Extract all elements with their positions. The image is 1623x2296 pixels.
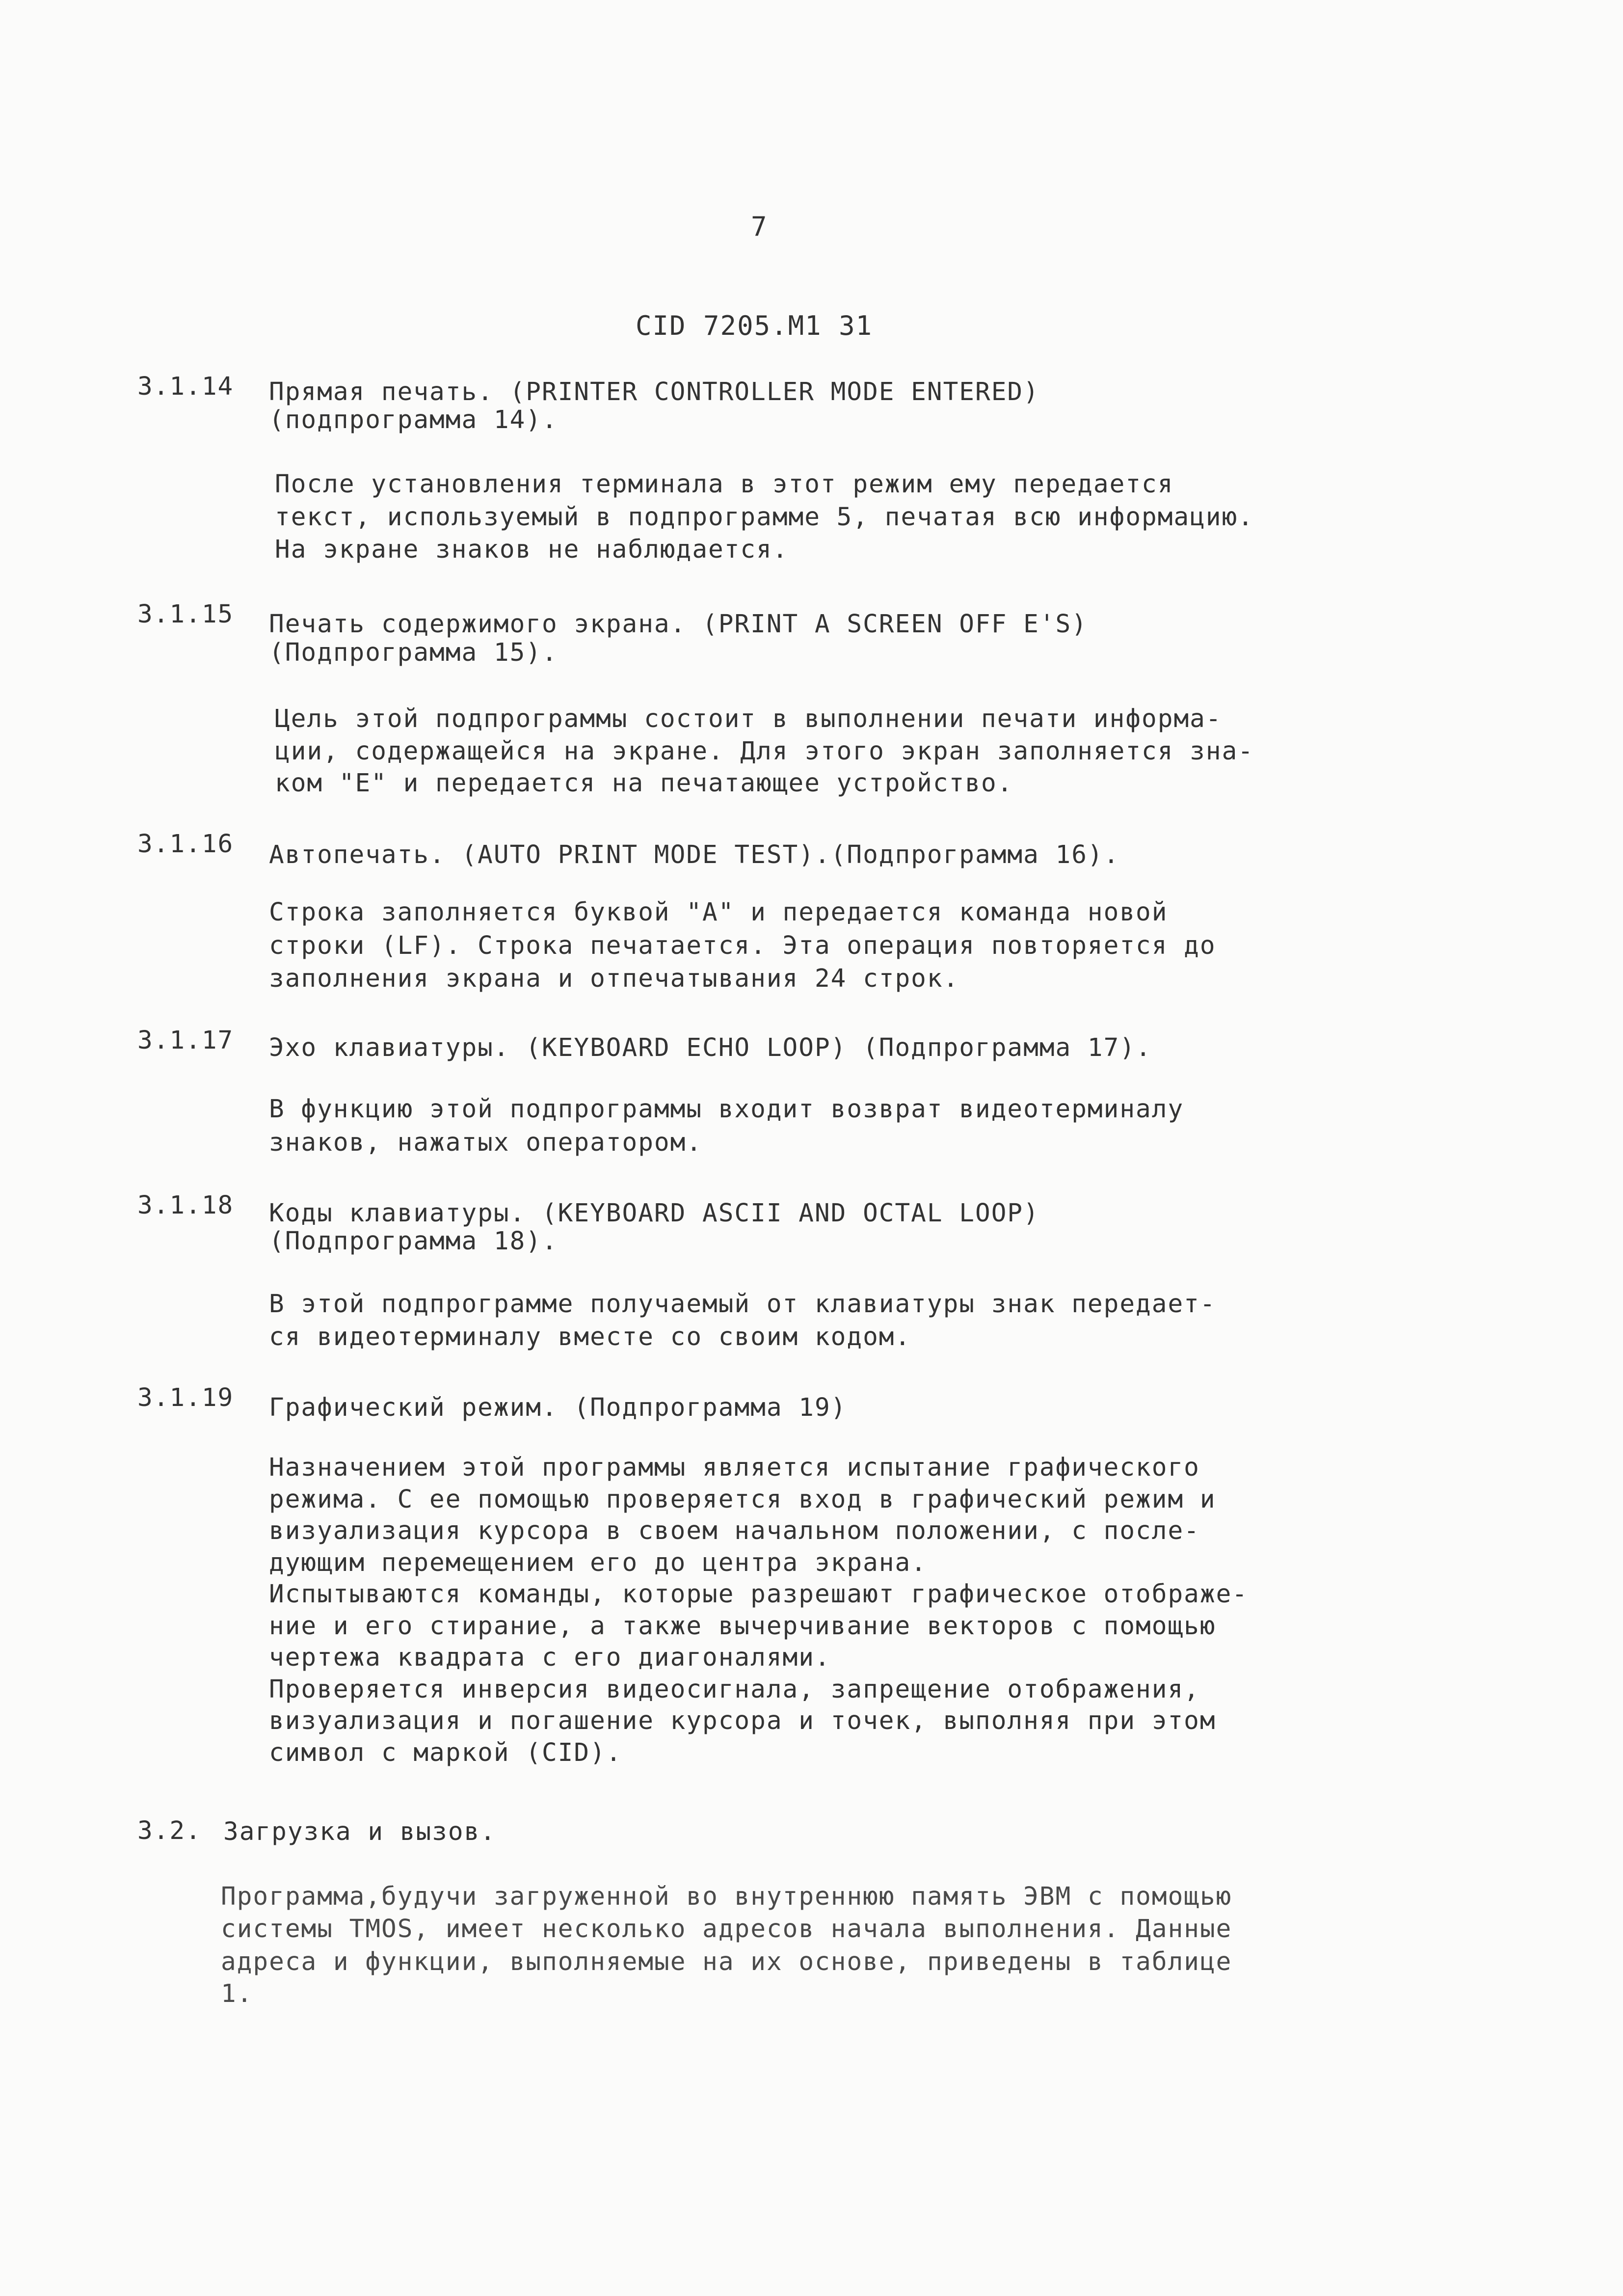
section-body-3-1-14-line3: На экране знаков не наблюдается. <box>275 535 789 564</box>
section-title-3-1-18: Коды клавиатуры. (KEYBOARD ASCII AND OCTAL LOOP) <box>269 1199 1039 1228</box>
section-body-3-1-15-line2: ции, содержащейся на экране. Для этого экран заполняется зна- <box>275 737 1254 766</box>
section-body-3-1-19-line9: визуализация и погашение курсора и точек, выполняя при этом <box>269 1706 1216 1735</box>
section-body-3-2-line4: 1. <box>221 1979 253 2008</box>
section-title-3-1-16: Автопечать. (AUTO PRINT MODE TEST).(Подпрограмма 16). <box>269 840 1120 869</box>
section-body-3-1-15-line1: Цель этой подпрограммы состоит в выполнении печати информа- <box>275 704 1222 733</box>
section-title-3-1-15-line2: (Подпрограмма 15). <box>269 638 558 667</box>
section-number-3-1-19: 3.1.19 <box>137 1383 234 1412</box>
section-title-3-1-15: Печать содержимого экрана. (PRINT A SCREEN OFF E'S) <box>269 610 1088 639</box>
section-body-3-1-16-line2: строки (LF). Строка печатается. Эта операция повторяется до <box>269 931 1216 960</box>
section-title-3-1-14: Прямая печать. (PRINTER CONTROLLER MODE ENTERED) <box>269 378 1039 406</box>
section-body-3-1-19-line2: режима. С ее помощью проверяется вход в графический режим и <box>269 1485 1216 1514</box>
section-body-3-1-19-line7: чертежа квадрата с его диагоналями. <box>269 1643 831 1672</box>
section-body-3-2-line3: адреса и функции, выполняемые на их основе, приведены в таблице <box>221 1947 1232 1976</box>
section-number-3-1-15: 3.1.15 <box>137 600 234 629</box>
section-body-3-1-16-line3: заполнения экрана и отпечатывания 24 строк. <box>269 964 959 993</box>
section-title-3-1-18-line2: (Подпрограмма 18). <box>269 1227 558 1256</box>
section-body-3-1-19-line3: визуализация курсора в своем начальном положении, с после- <box>269 1516 1200 1545</box>
section-body-3-1-19-line1: Назначением этой программы является испытание графического <box>269 1453 1200 1482</box>
section-body-3-1-18-line1: В этой подпрограмме получаемый от клавиатуры знак передает- <box>269 1290 1216 1319</box>
section-title-3-1-17: Эхо клавиатуры. (KEYBOARD ECHO LOOP) (Подпрограмма 17). <box>269 1033 1152 1062</box>
section-body-3-1-15-line3: ком "E" и передается на печатающее устройство. <box>275 769 1013 798</box>
section-body-3-2-line1: Программа,будучи загруженной во внутреннюю память ЭВМ с помощью <box>221 1882 1232 1911</box>
section-title-3-2: Загрузка и вызов. <box>223 1817 496 1846</box>
section-title-3-1-19: Графический режим. (Подпрограмма 19) <box>269 1393 847 1422</box>
section-body-3-1-19-line10: символ с маркой (CID). <box>269 1738 622 1767</box>
page-number: 7 <box>751 211 768 242</box>
section-number-3-1-17: 3.1.17 <box>137 1026 234 1055</box>
section-body-3-1-17-line1: В функцию этой подпрограммы входит возврат видеотерминалу <box>269 1095 1184 1124</box>
section-body-3-1-14-line1: После установления терминала в этот режим ему передается <box>275 470 1174 499</box>
section-body-3-1-19-line8: Проверяется инверсия видеосигнала, запрещение отображения, <box>269 1675 1200 1704</box>
section-body-3-1-19-line5: Испытываются команды, которые разрешают графическое отображе- <box>269 1580 1248 1609</box>
section-body-3-1-16-line1: Строка заполняется буквой "A" и передается команда новой <box>269 898 1168 927</box>
section-number-3-1-14: 3.1.14 <box>137 372 234 401</box>
section-body-3-1-17-line2: знаков, нажатых оператором. <box>269 1128 703 1157</box>
section-number-3-2: 3.2. <box>137 1816 202 1845</box>
section-body-3-1-14-line2: текст, используемый в подпрограмме 5, печатая всю информацию. <box>275 503 1254 532</box>
document-id: CID 7205.M1 31 <box>636 310 873 341</box>
section-number-3-1-18: 3.1.18 <box>137 1191 234 1220</box>
section-body-3-1-19-line4: дующим перемещением его до центра экрана. <box>269 1548 927 1577</box>
section-body-3-1-19-line6: ние и его стирание, а также вычерчивание векторов с помощью <box>269 1612 1216 1641</box>
section-body-3-1-18-line2: ся видеотерминалу вместе со своим кодом. <box>269 1323 911 1351</box>
section-number-3-1-16: 3.1.16 <box>137 830 234 859</box>
section-body-3-2-line2: системы TMOS, имеет несколько адресов начала выполнения. Данные <box>221 1915 1232 1944</box>
section-title-3-1-14-line2: (подпрограмма 14). <box>269 405 558 434</box>
